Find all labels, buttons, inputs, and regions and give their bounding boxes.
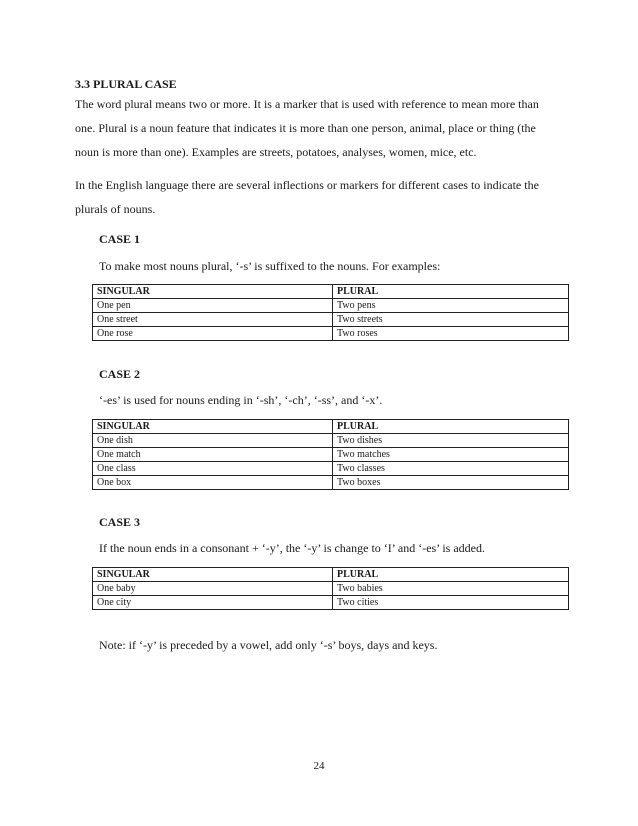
inflections-paragraph	[75, 173, 575, 221]
plural-header: PLURAL	[333, 285, 569, 299]
plural-cell: Two dishes	[333, 434, 569, 448]
definition-paragraph	[75, 92, 575, 164]
table-row	[93, 476, 569, 490]
case-2-title: CASE 2	[99, 367, 141, 381]
singular-cell: One street	[93, 313, 333, 327]
plural-header: PLURAL	[333, 420, 569, 434]
case-3-table	[92, 567, 569, 610]
table-row	[93, 596, 569, 610]
singular-cell: One class	[93, 462, 333, 476]
plural-cell: Two cities	[333, 596, 569, 610]
case-2-description: ‘-es’ is used for nouns ending in ‘-sh’, ‘-ch’, ‘-ss’, and ‘-x’.	[99, 393, 383, 407]
case-1-description: To make most nouns plural, ‘-s’ is suffixed to the nouns. For examples:	[99, 259, 441, 273]
table-row	[93, 313, 569, 327]
paragraph-line: plurals of nouns.	[75, 202, 156, 216]
table-row	[93, 462, 569, 476]
singular-cell: One pen	[93, 299, 333, 313]
paragraph-line: one. Plural is a noun feature that indicates it is more than one person, animal, place or thing (the	[75, 121, 536, 135]
plural-cell: Two babies	[333, 582, 569, 596]
paragraph-line: In the English language there are several inflections or markers for different cases to indicate the	[75, 178, 539, 192]
singular-header: SINGULAR	[93, 420, 333, 434]
singular-header: SINGULAR	[93, 285, 333, 299]
plural-cell: Two matches	[333, 448, 569, 462]
table-row	[93, 434, 569, 448]
paragraph-line: The word plural means two or more. It is a marker that is used with reference to mean more than	[75, 97, 539, 111]
plural-cell: Two streets	[333, 313, 569, 327]
case-3-title: CASE 3	[99, 515, 141, 529]
section-heading: 3.3 PLURAL CASE	[75, 77, 177, 91]
table-row	[93, 582, 569, 596]
table-header-row	[93, 568, 569, 582]
plural-header: PLURAL	[333, 568, 569, 582]
singular-cell: One rose	[93, 327, 333, 341]
singular-cell: One match	[93, 448, 333, 462]
case-2-table	[92, 419, 569, 490]
singular-cell: One dish	[93, 434, 333, 448]
singular-cell: One box	[93, 476, 333, 490]
case-1-table	[92, 284, 569, 341]
plural-cell: Two classes	[333, 462, 569, 476]
table-row	[93, 299, 569, 313]
singular-cell: One baby	[93, 582, 333, 596]
case-3-description: If the noun ends in a consonant + ‘-y’, the ‘-y’ is change to ‘I’ and ‘-es’ is added.	[99, 541, 485, 555]
table-row	[93, 448, 569, 462]
plural-cell: Two pens	[333, 299, 569, 313]
table-header-row	[93, 285, 569, 299]
paragraph-line: noun is more than one). Examples are streets, potatoes, analyses, women, mice, etc.	[75, 145, 477, 159]
plural-cell: Two boxes	[333, 476, 569, 490]
note-text: Note: if ‘-y’ is preceded by a vowel, add only ‘-s’ boys, days and keys.	[99, 638, 438, 652]
singular-header: SINGULAR	[93, 568, 333, 582]
table-row	[93, 327, 569, 341]
singular-cell: One city	[93, 596, 333, 610]
table-header-row	[93, 420, 569, 434]
page-number: 24	[313, 760, 325, 772]
case-1-title: CASE 1	[99, 232, 141, 246]
plural-cell: Two roses	[333, 327, 569, 341]
